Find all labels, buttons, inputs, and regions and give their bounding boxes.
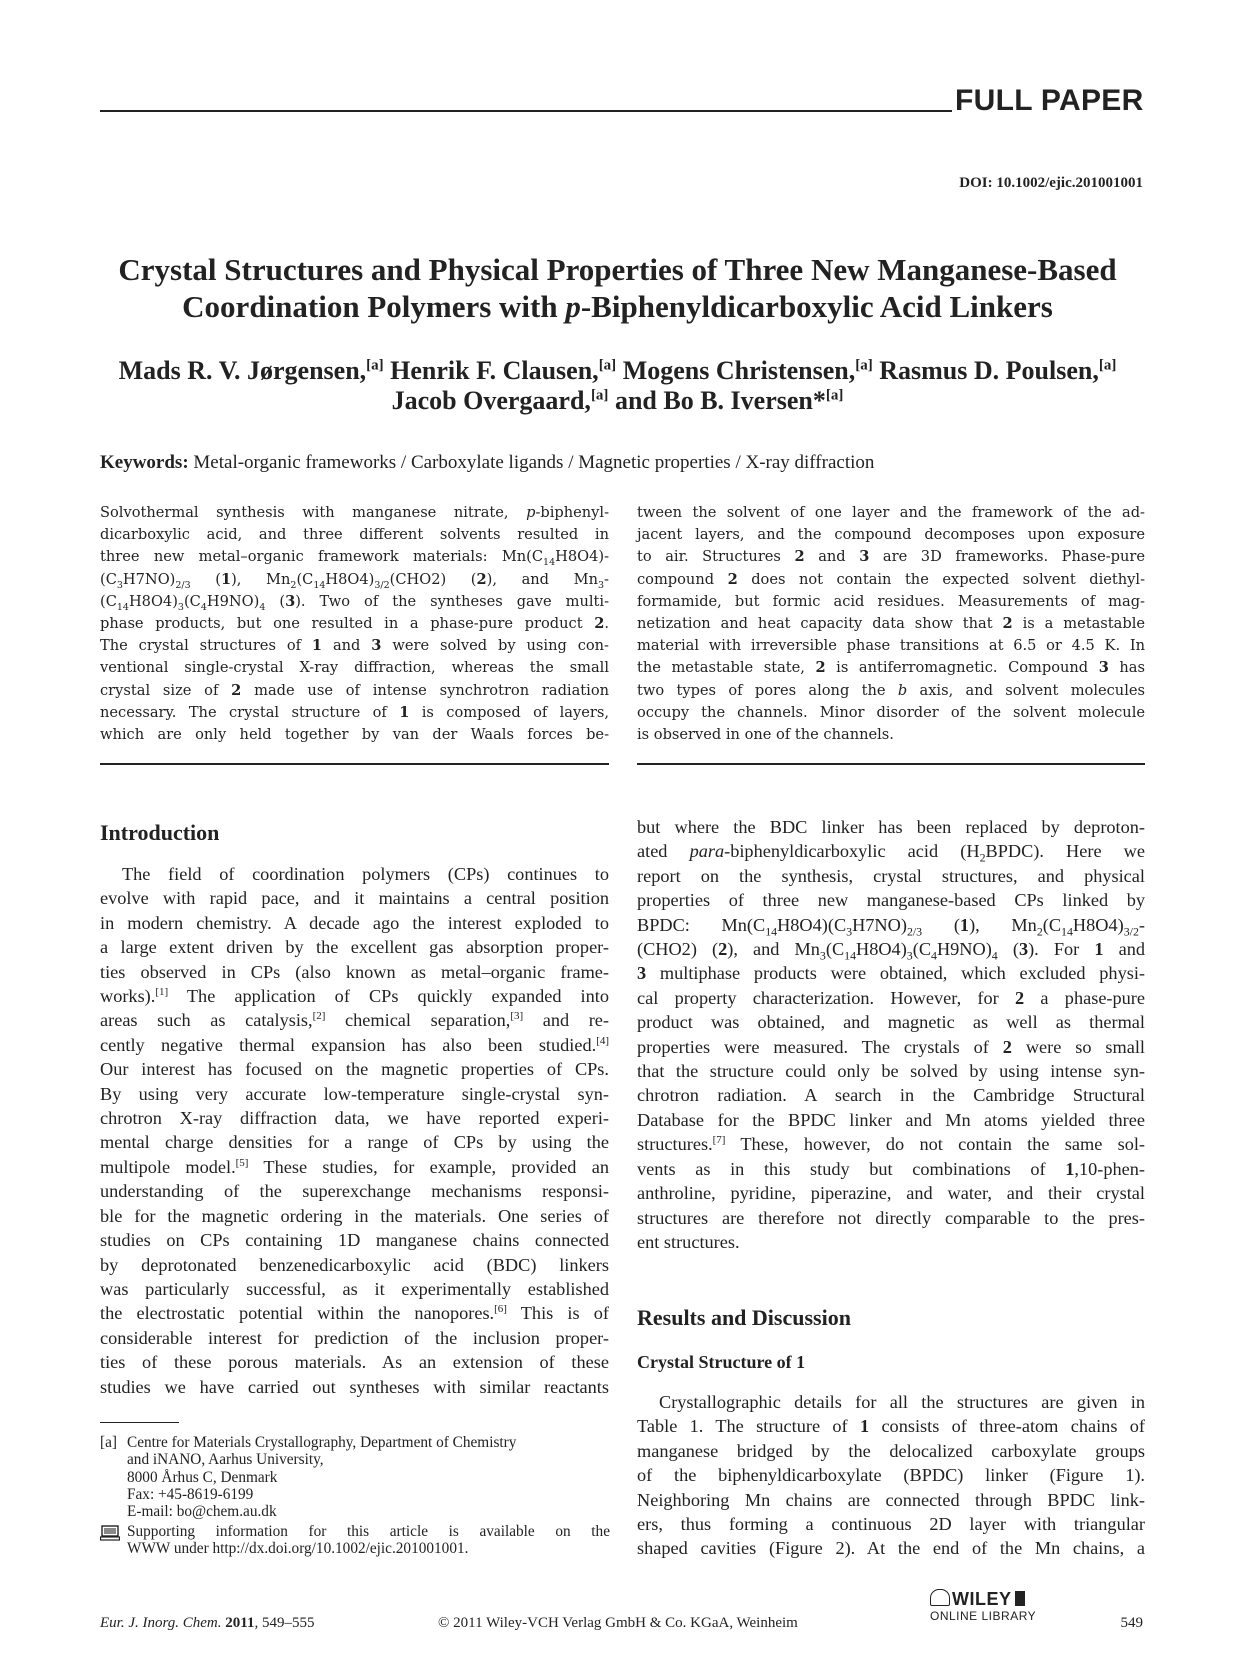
text-line: of the biphenyldicarboxylate (BPDC) linker (Figure 1). <box>637 1465 1145 1486</box>
journal-pages: , 549–555 <box>254 1615 315 1631</box>
text-line: By using very accurate low-temperature single-crystal syn- <box>100 1083 609 1104</box>
text-line: dicarboxylic acid, and three different solvents resulted in <box>100 526 609 544</box>
text-line: The field of coordination polymers (CPs) continues to <box>122 864 609 884</box>
text-line: report on the synthesis, crystal structures, and physical <box>637 865 1145 886</box>
text-line: $(C_3H7NO)_{2/3}$ (1), $Mn_2(C_{14}H8O4)_{3/2}(CHO2)$ (2), and $Mn_3-$ <box>100 570 609 591</box>
book-icon <box>1015 1591 1025 1606</box>
text-line: $(C_{14}H8O4)_3(C_4H9NO)_4$ (3). Two of the syntheses gave multi- <box>100 592 609 613</box>
text-line: but where the BDC linker has been replaced by deproton- <box>637 817 1145 837</box>
text-line: Solvothermal synthesis with manganese nitrate, p-biphenyl- <box>100 504 609 521</box>
supporting-info-footnote <box>100 1523 610 1558</box>
text-line: works).[1] The application of CPs quickly expanded into <box>100 985 609 1007</box>
copyright: © 2011 Wiley-VCH Verlag GmbH & Co. KGaA, Weinheim <box>438 1615 798 1631</box>
text-line: ers, thus forming a continuous 2D layer with triangular <box>637 1514 1145 1535</box>
text-line: netization and heat capacity data show that 2 is a metastable <box>637 615 1145 633</box>
wiley-logo-text: WILEY <box>952 1589 1012 1609</box>
footnote-line: Supporting information for this article is available on the <box>127 1523 610 1540</box>
text-line: crystal size of 2 made use of intense synchrotron radiation <box>100 681 609 699</box>
text-line: ties observed in CPs (also known as metal–organic frame- <box>100 961 609 982</box>
text-line: areas such as catalysis,[2] chemical separation,[3] and re- <box>100 1010 610 1031</box>
text-line: a large extent driven by the excellent gas absorption proper- <box>100 937 609 958</box>
text-line: the electrostatic potential within the nanopores.[6] This is of <box>100 1303 609 1324</box>
text-line: multipole model.[5] These studies, for example, provided an <box>100 1156 609 1177</box>
text-line: considerable interest for prediction of the inclusion proper- <box>100 1327 609 1348</box>
affiliation-marker: [a] <box>590 387 609 404</box>
text-line: that the structure could only be solved by using intense syn- <box>637 1061 1145 1082</box>
affiliation-marker: [a] <box>598 357 617 374</box>
text-line: occupy the channels. Minor disorder of the solvent molecule <box>637 703 1145 721</box>
text-line: product was obtained, and magnetic as well as thermal <box>637 1012 1145 1033</box>
text-line: manganese bridged by the delocalized carboxylate groups <box>637 1440 1145 1461</box>
affiliation-marker: [a] <box>366 357 384 374</box>
text-line: Neighboring Mn chains are connected through BPDC link- <box>637 1489 1145 1510</box>
abstract-left-column <box>100 502 609 746</box>
text-line: 3 multiphase products were obtained, which excluded physi- <box>637 963 1145 984</box>
text-line: shaped cavities (Figure 2). At the end of the Mn chains, a <box>637 1538 1145 1559</box>
keywords-text: Metal-organic frameworks / Carboxylate ligands / Magnetic properties / X-ray diffraction <box>193 452 875 473</box>
journal-name: Eur. J. Inorg. Chem. <box>100 1615 222 1631</box>
text-line: studies on CPs containing 1D manganese chains connected <box>100 1230 609 1251</box>
abstract-rule-left <box>100 763 609 765</box>
text-line: chrotron radiation. A search in the Cambridge Structural <box>637 1085 1145 1106</box>
text-line: structures are therefore not directly comparable to the pres- <box>637 1207 1145 1228</box>
online-library-text: ONLINE LIBRARY <box>930 1609 1037 1623</box>
text-line: phase products, but one resulted in a phase-pure product 2. <box>100 615 609 633</box>
text-line: three new metal–organic framework materials: $Mn(C_{14}H8O4)-$ <box>100 548 609 569</box>
text-line: ventional single-crystal X-ray diffraction, whereas the small <box>100 659 609 677</box>
wiley-emblem-icon <box>930 1589 950 1606</box>
journal-citation <box>100 1615 314 1632</box>
footnote-line: and iNANO, Aarhus University, <box>127 1451 324 1469</box>
author-name: Mogens Christensen, <box>622 356 856 385</box>
footnote-rule <box>100 1422 179 1423</box>
text-line: the metastable state, 2 is antiferromagnetic. Compound 3 has <box>637 659 1145 677</box>
footnote-line: Centre for Materials Crystallography, Department of Chemistry <box>127 1434 517 1451</box>
text-line: ated para-biphenyldicarboxylic acid $(H_2BPDC)$. Here we <box>637 841 1146 866</box>
text-line: cal property characterization. However, for 2 a phase-pure <box>637 987 1145 1008</box>
text-line: anthroline, pyridine, piperazine, and water, and their crystal <box>637 1183 1145 1204</box>
text-line: understanding of the superexchange mechanisms responsi- <box>100 1181 609 1202</box>
text-line: compound 2 does not contain the expected solvent diethyl- <box>637 570 1145 588</box>
text-line: vents as in this study but combinations of 1,10-phen- <box>637 1158 1145 1179</box>
introduction-body <box>100 862 609 1399</box>
footnote-line: E-mail: bo@chem.au.dk <box>127 1503 277 1521</box>
header-rule <box>100 110 952 112</box>
footnote-line: 8000 Århus C, Denmark <box>127 1468 278 1486</box>
results-heading: Results and Discussion <box>637 1305 851 1330</box>
text-line: Database for the BPDC linker and Mn atoms yielded three <box>637 1109 1145 1130</box>
right-column-body <box>637 815 1145 1254</box>
text-line: evolve with rapid pace, and it maintains a central position <box>100 888 609 909</box>
crystal-structure-subheading: Crystal Structure of 1 <box>637 1352 806 1372</box>
text-line: ties of these porous materials. As an extension of these <box>100 1352 609 1373</box>
journal-year: 2011 <box>225 1615 255 1631</box>
text-line: tween the solvent of one layer and the framework of the ad- <box>637 504 1145 521</box>
text-line: cently negative thermal expansion has also been studied.[4] <box>100 1034 609 1055</box>
authors-line-2 <box>60 386 1175 416</box>
author-name: Henrik F. Clausen, <box>390 356 599 385</box>
text-line: studies we have carried out syntheses with similar reactants <box>100 1376 609 1397</box>
results-body <box>637 1390 1145 1561</box>
page-number: 549 <box>1120 1615 1143 1631</box>
text-line: Our interest has focused on the magnetic properties of CPs. <box>100 1059 609 1080</box>
affiliation-marker: [a] <box>825 387 844 404</box>
abstract-rule-right <box>637 763 1145 765</box>
authors-line-1 <box>60 356 1175 386</box>
text-line: by deprotonated benzenedicarboxylic acid (BDC) linkers <box>100 1254 609 1275</box>
section-label: FULL PAPER <box>955 84 1144 117</box>
text-line: The crystal structures of 1 and 3 were solved by using con- <box>100 637 609 655</box>
text-line: BPDC: $Mn(C_{14}H8O4)(C_3H7NO)_{2/3}$ (1), $Mn_2(C_{14}H8O4)_{3/2}-$ <box>637 914 1145 939</box>
text-line: to air. Structures 2 and 3 are 3D frameworks. Phase-pure <box>637 548 1145 566</box>
author-list <box>60 356 1175 416</box>
wiley-logo <box>930 1589 1036 1623</box>
text-line: properties were measured. The crystals of 2 were so small <box>637 1036 1145 1057</box>
computer-icon <box>100 1525 120 1541</box>
text-line: mental charge densities for a range of CPs by using the <box>100 1132 609 1153</box>
footnote-line: Fax: +45-8619-6199 <box>127 1485 254 1503</box>
text-line: chrotron X-ray diffraction data, we have reported experi- <box>100 1108 609 1129</box>
text-line: necessary. The crystal structure of 1 is composed of layers, <box>100 703 609 721</box>
affiliation-footnote <box>100 1434 610 1520</box>
text-line: Table 1. The structure of 1 consists of three-atom chains of <box>637 1416 1145 1437</box>
text-line: ble for the magnetic ordering in the materials. One series of <box>100 1205 609 1226</box>
abstract-right-column <box>637 502 1145 746</box>
affiliation-marker: [a] <box>855 357 873 374</box>
text-line: two types of pores along the b axis, and solvent molecules <box>637 681 1145 699</box>
author-name: Rasmus D. Poulsen, <box>879 356 1099 385</box>
text-line: formamide, but formic acid residues. Measurements of mag- <box>637 592 1145 610</box>
title-line-1: Crystal Structures and Physical Properties of Three New Manganese-Based <box>118 252 1117 287</box>
text-line: in modern chemistry. A decade ago the interest exploded to <box>100 912 609 933</box>
text-line: material with irreversible phase transitions at 6.5 or 4.5 K. In <box>637 637 1145 655</box>
text-line: structures.[7] These, however, do not contain the same sol- <box>637 1134 1145 1155</box>
affiliation-marker: [a] <box>1098 357 1117 374</box>
text-line: ent structures. <box>637 1231 740 1252</box>
author-name: and Bo B. Iversen* <box>614 386 826 415</box>
author-name: Jacob Overgaard, <box>391 386 591 415</box>
text-line: Crystallographic details for all the structures are given in <box>659 1392 1145 1412</box>
affiliation-label: [a] <box>100 1434 117 1451</box>
doi: DOI: 10.1002/ejic.201001001 <box>959 175 1143 191</box>
keywords <box>100 452 874 474</box>
title-line-2: Coordination Polymers with p-Biphenyldicarboxylic Acid Linkers <box>182 289 1053 324</box>
text-line: (CHO2) (2), and $Mn_3(C_{14}H8O4)_3(C_4H9NO)_4$ (3). For 1 and <box>637 939 1146 963</box>
introduction-heading: Introduction <box>100 820 220 845</box>
text-line: was particularly successful, as it experimentally established <box>100 1278 609 1299</box>
footnote-line: WWW under http://dx.doi.org/10.1002/ejic.201001001. <box>127 1540 469 1558</box>
keywords-label: Keywords: <box>100 452 189 473</box>
text-line: properties of three new manganese-based CPs linked by <box>637 890 1145 911</box>
author-name: Mads R. V. Jørgensen, <box>118 356 367 385</box>
text-line: is observed in one of the channels. <box>637 726 894 744</box>
text-line: jacent layers, and the compound decomposes upon exposure <box>637 526 1145 544</box>
text-line: which are only held together by van der Waals forces be- <box>100 726 609 744</box>
article-title <box>60 251 1175 325</box>
